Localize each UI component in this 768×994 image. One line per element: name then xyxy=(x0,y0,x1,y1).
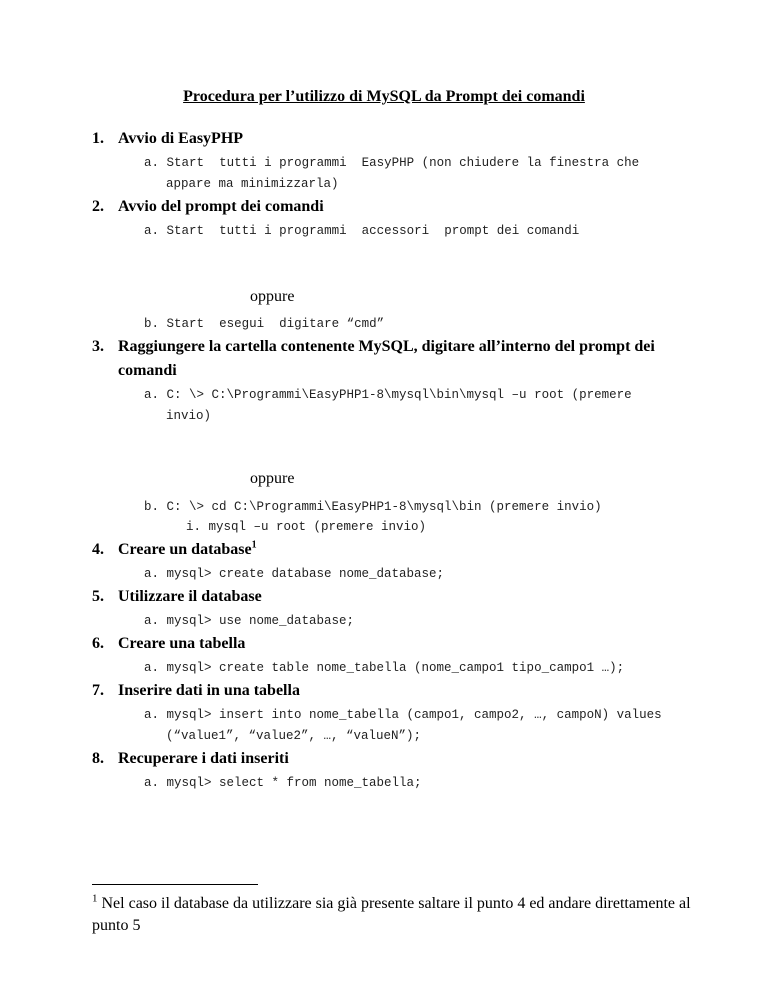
menu-path-part: tutti i programmi xyxy=(219,156,347,170)
footnote-text: Nel caso il database da utilizzare sia già presente saltare il punto 4 ed andare direttamente al punto 5 xyxy=(92,895,691,934)
step-title: Creare un database xyxy=(118,541,252,558)
step-number: 2. xyxy=(92,198,104,215)
step-number: 3. xyxy=(92,338,104,355)
step-number: 1. xyxy=(92,130,104,147)
footnote-marker: 1 xyxy=(92,892,98,905)
item-label: b. xyxy=(144,317,160,331)
step-1-item-a-continued: appare ma minimizzarla) xyxy=(166,177,339,191)
step-1-heading xyxy=(92,130,243,148)
step-3-item-b: b. C: \> cd C:\Programmi\EasyPHP1-8\mysql\bin (premere invio) xyxy=(144,500,602,514)
step-number: 4. xyxy=(92,541,104,558)
step-6-heading xyxy=(92,635,245,653)
step-6-item-a: a. mysql> create table nome_tabella (nome_campo1 tipo_campo1 …); xyxy=(144,661,625,675)
step-3-heading-continued: comandi xyxy=(118,362,177,379)
step-3-heading xyxy=(92,338,655,356)
step-title: Avvio del prompt dei comandi xyxy=(118,198,324,215)
step-number: 6. xyxy=(92,635,104,652)
step-5-heading xyxy=(92,588,262,606)
oppure-separator: oppure xyxy=(250,288,295,305)
step-title: Utilizzare il database xyxy=(118,588,262,605)
step-8-item-a: a. mysql> select * from nome_tabella; xyxy=(144,776,422,790)
step-4-item-a: a. mysql> create database nome_database; xyxy=(144,567,445,581)
step-number: 8. xyxy=(92,750,104,767)
step-1-item-a xyxy=(144,156,639,170)
step-2-heading xyxy=(92,198,324,216)
step-title: Raggiungere la cartella contenente MySQL, digitare all’interno del prompt dei xyxy=(118,338,655,355)
menu-path-part: tutti i programmi xyxy=(219,224,347,238)
step-7-item-a: a. mysql> insert into nome_tabella (campo1, campo2, …, campoN) values xyxy=(144,708,662,722)
step-title: Avvio di EasyPHP xyxy=(118,130,244,147)
document-title: Procedura per l’utilizzo di MySQL da Prompt dei comandi xyxy=(183,88,585,105)
step-5-item-a: a. mysql> use nome_database; xyxy=(144,614,355,628)
step-3-item-b-i: i. mysql –u root (premere invio) xyxy=(186,520,427,534)
step-title: Inserire dati in una tabella xyxy=(118,682,300,699)
step-8-heading xyxy=(92,750,289,768)
step-3-item-a-continued: invio) xyxy=(166,409,212,423)
footnote xyxy=(92,893,712,937)
step-title: Creare una tabella xyxy=(118,635,246,652)
footnote-divider xyxy=(92,884,258,885)
menu-path-part: Start xyxy=(166,317,205,331)
step-3-item-a: a. C: \> C:\Programmi\EasyPHP1-8\mysql\bin\mysql –u root (premere xyxy=(144,388,632,402)
step-number: 5. xyxy=(92,588,104,605)
step-2-item-b xyxy=(144,317,384,331)
step-number: 7. xyxy=(92,682,104,699)
menu-path-part: prompt dei comandi xyxy=(444,224,580,238)
menu-path-part: digitare “cmd” xyxy=(279,317,385,331)
step-4-heading xyxy=(92,541,257,559)
step-7-item-a-continued: (“value1”, “value2”, …, “valueN”); xyxy=(166,729,422,743)
item-label: a. xyxy=(144,156,160,170)
menu-path-part: esegui xyxy=(219,317,265,331)
item-label: a. xyxy=(144,224,160,238)
menu-path-part: Start xyxy=(166,224,205,238)
menu-path-part: Start xyxy=(166,156,205,170)
step-7-heading xyxy=(92,682,300,700)
footnote-reference[interactable]: 1 xyxy=(251,539,257,551)
step-title: Recuperare i dati inseriti xyxy=(118,750,289,767)
step-2-item-a xyxy=(144,224,579,238)
menu-path-part: accessori xyxy=(361,224,430,238)
menu-path-part: EasyPHP (non chiudere la finestra che xyxy=(361,156,640,170)
oppure-separator: oppure xyxy=(250,470,295,487)
